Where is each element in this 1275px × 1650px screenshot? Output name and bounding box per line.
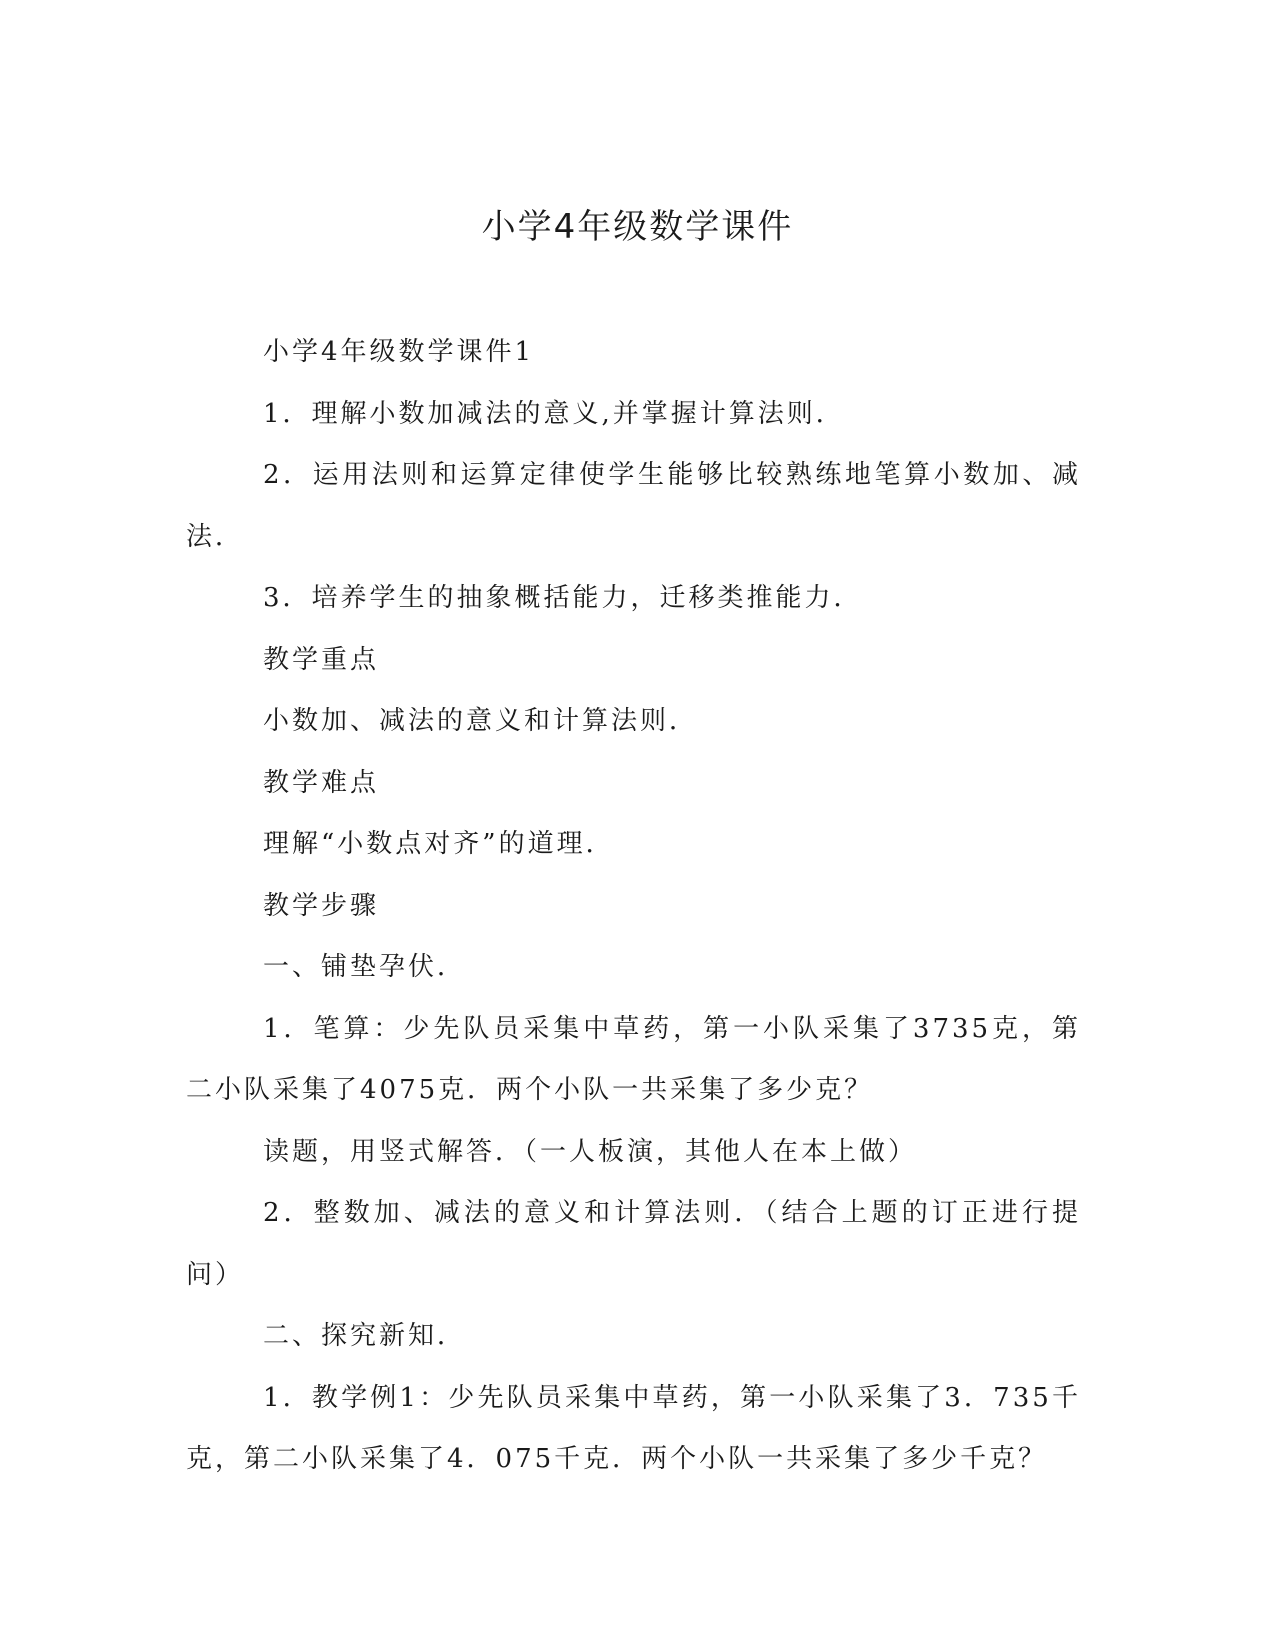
paragraph-section-heading: 小学4年级数学课件1 <box>263 337 535 367</box>
paragraph-exercise-instruction: 读题，用竖式解答．（一人板演，其他人在本上做） <box>263 1136 918 1167</box>
paragraph-objective-3: 3．培养学生的抽象概括能力，迁移类推能力． <box>263 583 863 613</box>
paragraph-objective-1: 1．理解小数加减法的意义,并掌握计算法则． <box>263 398 845 429</box>
paragraph-exercise-2: 2．整数加、减法的意义和计算法则．（结合上题的订正进行提问） <box>186 1198 1081 1290</box>
paragraph-teaching-focus: 小数加、减法的意义和计算法则． <box>263 706 699 736</box>
heading-teaching-focus: 教学重点 <box>263 644 380 675</box>
paragraph-teaching-difficulty: 理解“小数点对齐”的道理． <box>263 829 615 859</box>
heading-step-two: 二、探究新知． <box>263 1321 467 1351</box>
heading-step-one: 一、铺垫孕伏． <box>263 952 467 982</box>
heading-teaching-steps: 教学步骤 <box>263 890 380 921</box>
paragraph-objective-2: 2．运用法则和运算定律使学生能够比较熟练地笔算小数加、减法． <box>186 460 1081 552</box>
document-body <box>186 322 1081 1491</box>
paragraph-exercise-1: 1．笔算：少先队员采集中草药，第一小队采集了3735克，第二小队采集了4075克．两个小队一共采集了多少克？ <box>186 1013 1081 1105</box>
heading-teaching-difficulty: 教学难点 <box>263 767 380 798</box>
document-title: 小学4年级数学课件 <box>481 207 794 247</box>
paragraph-example-1: 1．教学例1：少先队员采集中草药，第一小队采集了3．735千克，第二小队采集了4．075千克．两个小队一共采集了多少千克？ <box>186 1382 1081 1474</box>
